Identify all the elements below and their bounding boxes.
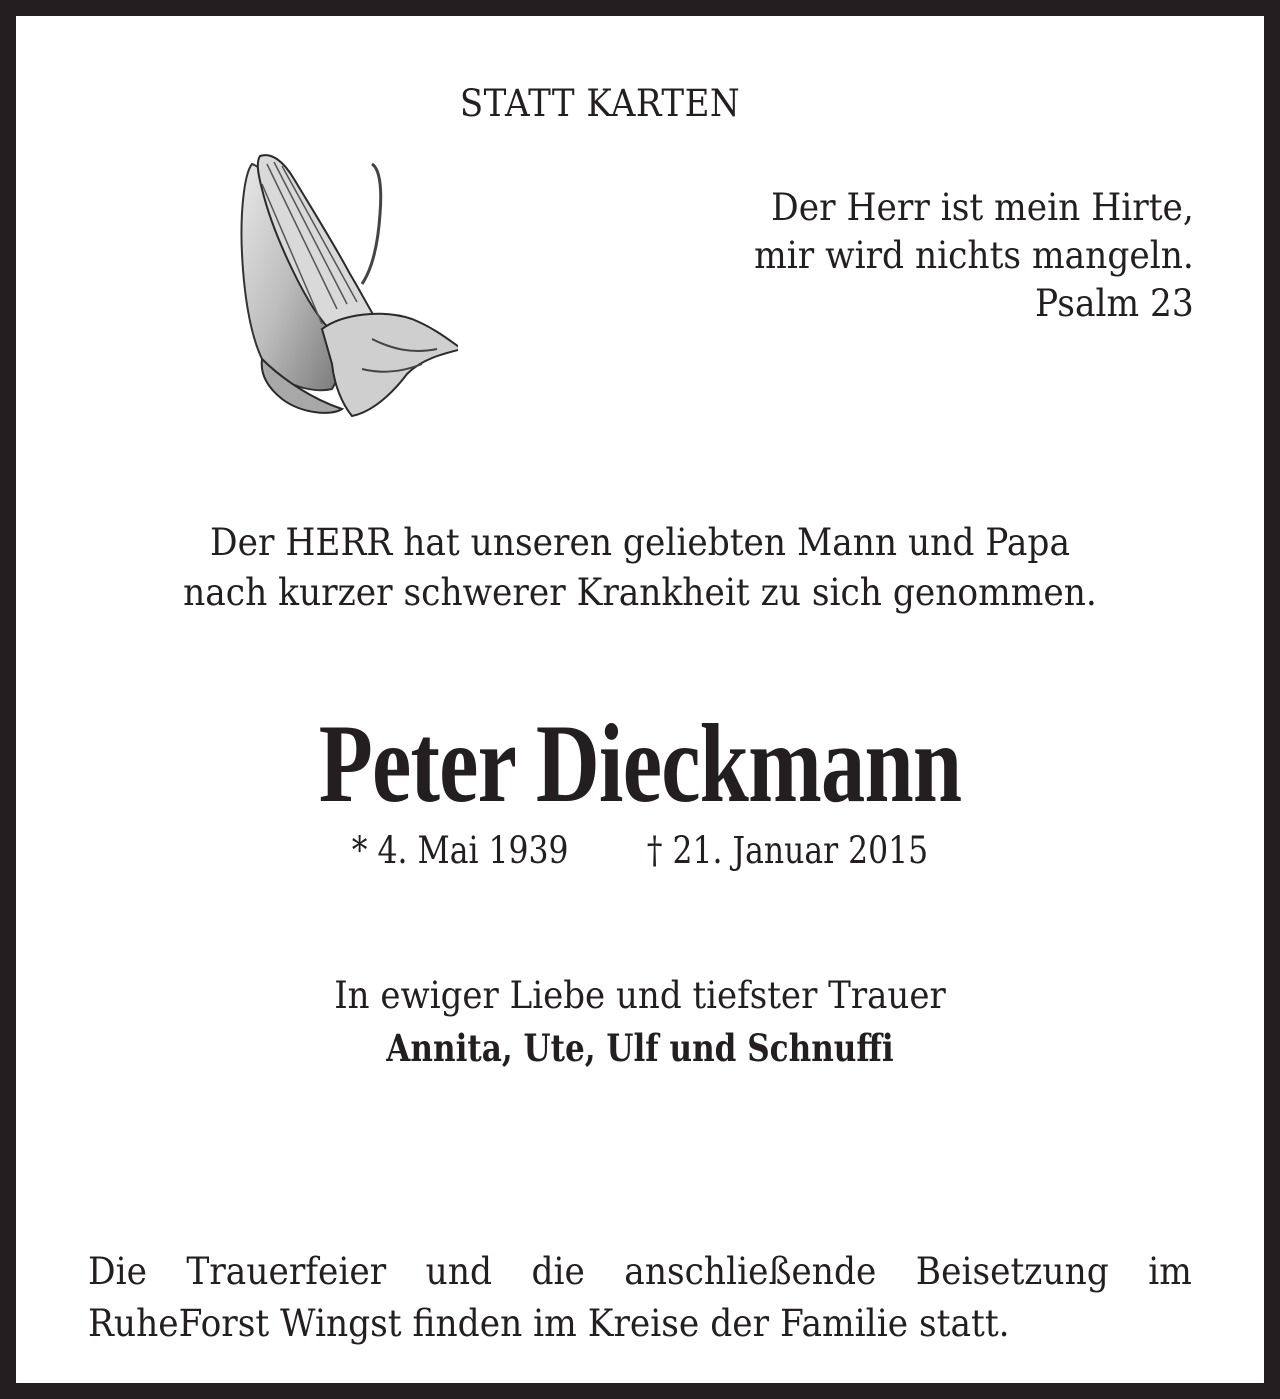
psalm-verse <box>754 184 1194 328</box>
birth-date: * 4. Mai 1939 <box>351 829 569 872</box>
obituary-notice <box>16 16 1264 1383</box>
death-date: † 21. Januar 2015 <box>646 829 929 872</box>
word: und <box>425 1250 493 1293</box>
word: anschließende <box>624 1250 877 1293</box>
intro-line-1: Der HERR hat unseren geliebten Mann und Papa <box>210 521 1070 564</box>
mourning-line: In ewiger Liebe und tiefster Trauer <box>334 974 946 1017</box>
deceased-name: Peter Dieckmann <box>318 702 962 826</box>
funeral-info-line-2: RuheForst Wingst finden im Kreise der Familie statt. <box>88 1302 1010 1345</box>
verse-line-2: mir wird nichts mangeln. <box>754 234 1194 277</box>
word: Trauerfeier <box>186 1250 387 1293</box>
praying-hands-icon <box>222 144 458 418</box>
notice-header: STATT KARTEN <box>459 82 741 125</box>
verse-line-1: Der Herr ist mein Hirte, <box>771 186 1194 229</box>
life-dates <box>110 828 1171 874</box>
word: im <box>1148 1250 1192 1293</box>
verse-reference: Psalm 23 <box>1035 282 1194 325</box>
word: Die <box>88 1250 147 1293</box>
funeral-info <box>88 1246 1192 1350</box>
word: die <box>531 1250 585 1293</box>
word: Beisetzung <box>915 1250 1109 1293</box>
funeral-info-line-1 <box>88 1246 1192 1298</box>
intro-line-2: nach kurzer schwerer Krankheit zu sich genommen. <box>183 571 1097 614</box>
mourners-names: Annita, Ute, Ulf und Schnuffi <box>386 1026 894 1070</box>
intro-text <box>60 518 1221 618</box>
